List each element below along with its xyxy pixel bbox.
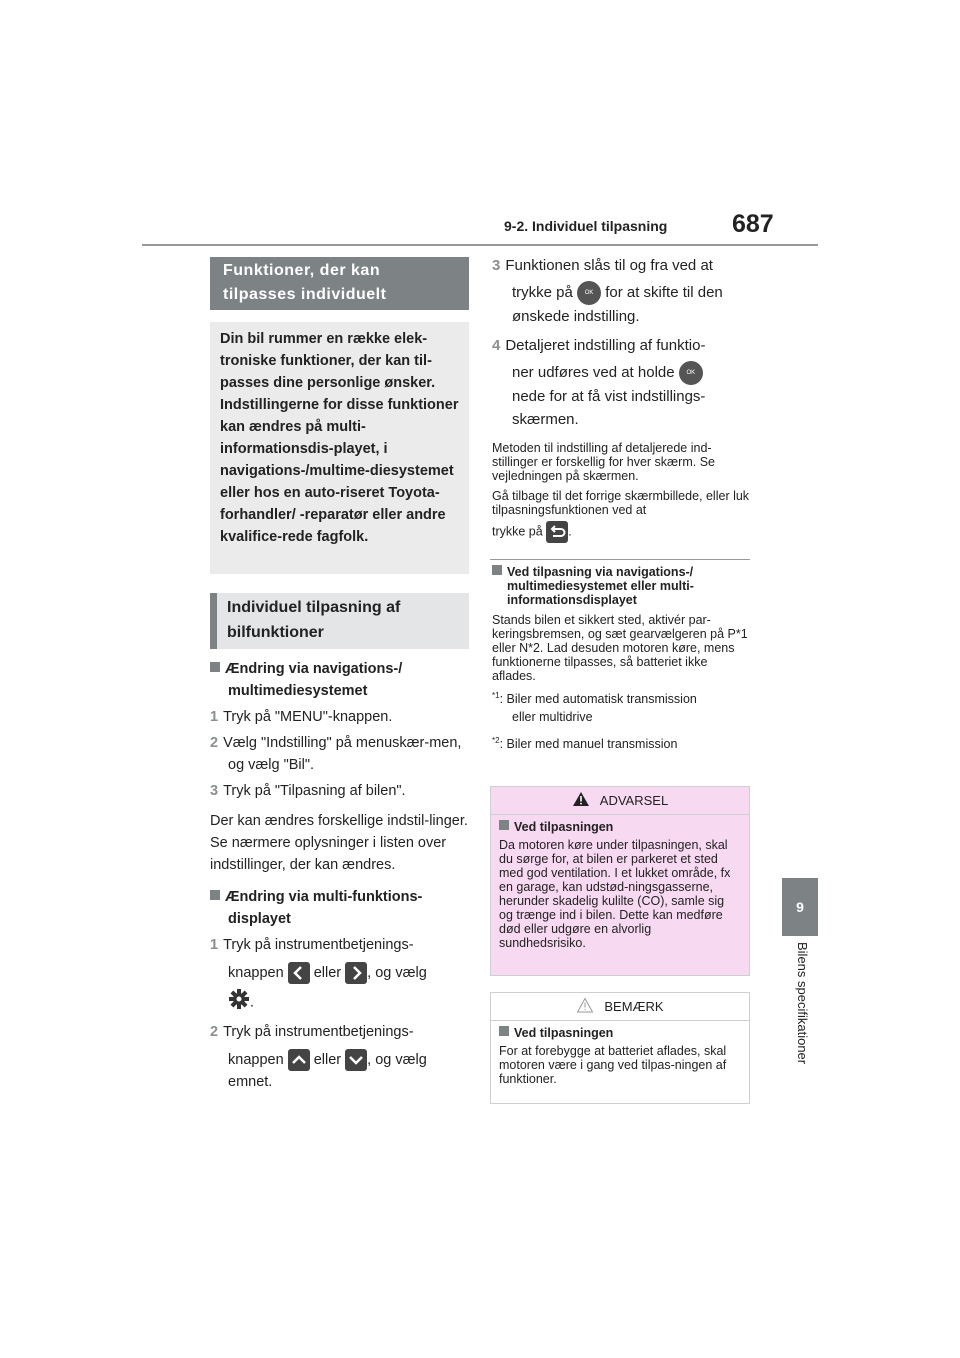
footnote-1-cont: eller multidrive xyxy=(512,710,593,725)
gear-icon xyxy=(228,988,250,1017)
nav-step-3: 3 Tryk på "Tilpasning af bilen". xyxy=(210,783,406,799)
warning-header: ADVARSEL xyxy=(491,787,749,814)
intro-title: Funktioner, der kan tilpasses individuelt xyxy=(210,257,469,310)
back-arrow-icon xyxy=(546,521,568,543)
section-divider xyxy=(490,559,750,560)
multi-heading: Ændring via multi-funktions-displayet xyxy=(210,886,472,930)
intro-body: Din bil rummer en række elek-troniske funktioner, der kan til-passes dine personlige ønsker. Indstillingerne for disse funktioner kan ændres på multi-informationsdis-playet, i navigations-/multime-diesystemet eller hos en auto-riseret Toyota-forhandler/ -reparatør eller andre kvalifice-rede fagfolk. xyxy=(210,322,469,574)
multi-step-1: 1 Tryk på instrumentbetjenings- knappen eller , og vælg . xyxy=(210,934,472,1017)
warning-box xyxy=(490,786,750,976)
page-number: 687 xyxy=(732,210,774,238)
section-title: 9-2. Individuel tilpasning xyxy=(504,218,668,234)
chevron-down-icon xyxy=(345,1049,367,1071)
square-bullet-icon xyxy=(492,565,502,575)
ok-button-icon: OK xyxy=(577,281,601,305)
detail-note: Metoden til indstilling af detaljerede ind-stillinger er forskellig for hver skærm. Se vejledningen på skærmen. xyxy=(492,441,715,484)
warning-triangle-icon xyxy=(572,791,590,810)
back-note-tap: trykke på . xyxy=(492,521,754,543)
step-4: 4 Detaljeret indstilling af funktio- ner udføres ved at holde OK nede for at få vist indstillings- skærmen. xyxy=(492,337,706,429)
section2-title: Individuel tilpasning af bilfunktioner xyxy=(210,593,469,649)
chapter-tab: 9 xyxy=(782,878,818,936)
warning-body: Da motoren køre under tilpasningen, skal du sørge for, at bilen er parkeret et sted med god ventilation. I et lukket område, fx en garage, kan udstød-ningsgasserne, herunder skadelig kulilte (CO), samle sig og trænge ind i bilen. Dette kan medføre død eller udgøre en alvorlig sundhedsrisiko. xyxy=(499,838,731,950)
ok-button-icon: OK xyxy=(679,361,703,385)
footnote-1: $^{*1}$: Biler med automatisk transmission xyxy=(492,691,697,707)
warning-heading: Ved tilpasningen xyxy=(499,820,741,834)
chevron-up-icon xyxy=(288,1049,310,1071)
square-bullet-icon xyxy=(210,662,220,672)
chapter-label: Bilens specifikationer xyxy=(795,942,810,1065)
nav-heading: Ændring via navigations-/ multimediesystemet xyxy=(210,658,472,702)
square-bullet-icon xyxy=(210,890,220,900)
notice-body: For at forebygge at batteriet aflades, skal motoren være i gang ved tilpas-ningen af funktioner. xyxy=(499,1044,727,1086)
notice-heading: Ved tilpasningen xyxy=(499,1026,741,1040)
back-note: Gå tilbage til det forrige skærmbillede, eller luk tilpasningsfunktionen ved at xyxy=(492,489,750,518)
nav-step-2: 2 Vælg "Indstilling" på menuskær-men, og vælg "Bil". xyxy=(210,735,462,773)
tip-section xyxy=(492,565,750,751)
notice-box xyxy=(490,992,750,1104)
nav-step-1: 1 Tryk på "MENU"-knappen. xyxy=(210,709,393,725)
square-bullet-icon xyxy=(499,820,509,830)
step-3: 3 Funktionen slås til og fra ved at trykke på OK for at skifte til den ønskede indstilling. xyxy=(492,257,723,326)
nav-instructions xyxy=(210,658,472,1093)
right-instructions xyxy=(492,254,754,543)
nav-paragraph: Der kan ændres forskellige indstil-linger. Se nærmere oplysninger i listen over indstillinger, der kan ændres. xyxy=(210,813,468,873)
square-bullet-icon xyxy=(499,1026,509,1036)
chevron-right-icon xyxy=(345,962,367,984)
multi-step-2: 2 Tryk på instrumentbetjenings- knappen eller , og vælg emnet. xyxy=(210,1024,427,1091)
header-divider xyxy=(142,244,818,246)
notice-triangle-icon xyxy=(576,997,594,1016)
footnote-2: $^{*2}$: Biler med manuel transmission xyxy=(492,736,678,752)
tip-body: Stands bilen et sikkert sted, aktivér par-keringsbremsen, og sæt gearvælgeren på P*1 eller N*2. Lad desuden motoren køre, mens funktionerne tilpasses, så batteriet ikke aflades. xyxy=(492,613,748,683)
chevron-left-icon xyxy=(288,962,310,984)
tip-heading: Ved tilpasning via navigations-/ multimediesystemet eller multi-informationsdisplayet xyxy=(492,565,750,607)
notice-header: BEMÆRK xyxy=(491,993,749,1020)
